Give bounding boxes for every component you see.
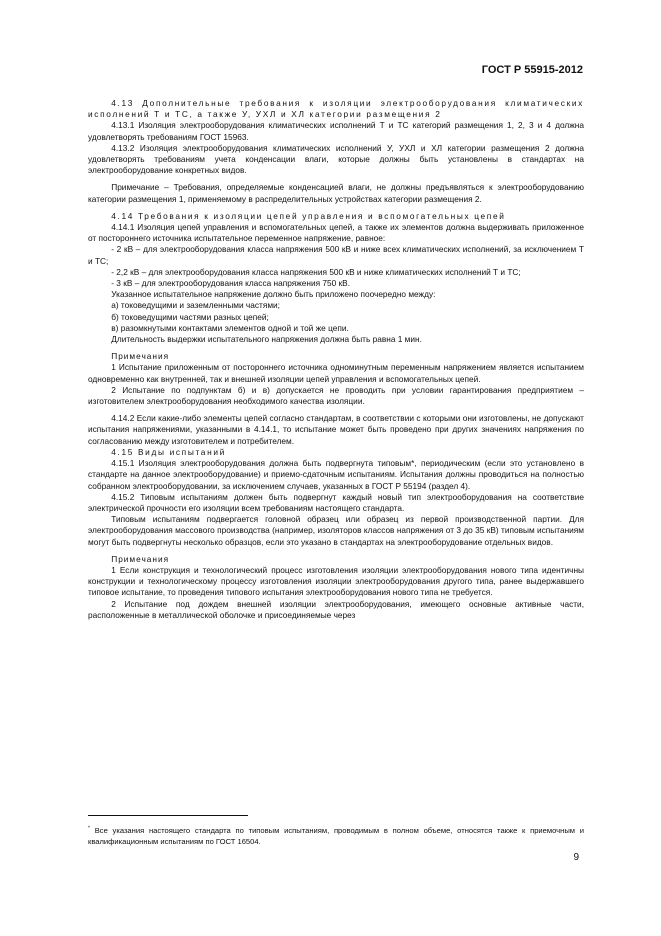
paragraph: в) разомкнутыми контактами элементов одной и той же цепи.	[111, 322, 349, 333]
paragraph: 4.13.1 Изоляция электрооборудования климатических исполнений Т и ТС категорий размещения 1, 2, 3 и 4 должна удовлетворять требованиям ГОСТ 15963.	[88, 120, 584, 142]
paragraph: а) токоведущими и заземленными частями;	[111, 300, 280, 311]
paragraph: - 2,2 кВ – для электрооборудования класса напряжения 500 кВ и ниже климатических исполнений Т и ТС;	[111, 266, 521, 277]
footnote-marker: *	[88, 825, 90, 832]
paragraph: б) токоведущими частями разных цепей;	[111, 311, 269, 322]
footnote-text: Все указания настоящего стандарта по типовым испытаниям, проводимым в полном объеме, относятся также к приемочным и квалификационным испытаниям по ГОСТ 16504.	[88, 826, 584, 846]
paragraph: 4.14 Требования к изоляции цепей управления и вспомогательных цепей	[111, 210, 506, 221]
document-id-header: ГОСТ Р 55915-2012	[481, 64, 583, 76]
paragraph: 4.15.1 Изоляция электрооборудования должна быть подвергнута типовым*, периодическим (если это установлено в стандарте на данное электрооборудование) и приемо-сдаточным испытаниям. Испытания должны проводиться на полностью собранном электрооборудовании, за исключением случаев, указанных в ГОСТ Р 55194 (раздел 4).	[88, 458, 584, 491]
paragraph: 4.13 Дополнительные требования к изоляции электрооборудования климатических исполнений Т и ТС, а также У, УХЛ и ХЛ категории размещения 2	[88, 98, 584, 120]
document-body	[88, 98, 584, 621]
paragraph: Типовым испытаниям подвергается головной образец или образец из первой производственной партии. Для электрооборудования массового производства (например, изоляторов классов напряжения от 3 до 35 кВ) типовым испытаниям могут быть подвергнуты несколько образцов, если это указано в стандартах на электрооборудование отдельных видов.	[88, 514, 584, 547]
paragraph: 2 Испытание по подпунктам б) и в) допускается не проводить при условии гарантирования предприятием – изготовителем электрооборудования необходимого качества изоляции.	[88, 384, 584, 407]
footnote-divider	[88, 815, 248, 816]
paragraph: 4.14.2 Если какие-либо элементы цепей согласно стандартам, в соответствии с которыми они изготовлены, не допускают испытания напряжениями, указанными в 4.14.1, то испытание может быть проведено при других значениях напряжения по согласованию между изготовителем и потребителем.	[88, 413, 584, 446]
paragraph: 4.13.2 Изоляция электрооборудования климатических исполнений У, УХЛ и ХЛ категории размещения 2 должна удовлетворять требованиям учета конденсации влаги, которые должны быть установлены в стандартах на электрооборудование конкретных видов.	[88, 142, 584, 176]
paragraph: 1 Если конструкция и технологический процесс изготовления изоляции электрооборудования нового типа идентичны конструкции и технологическому процессу изготовления изоляции электрооборудования другого типа, ранее выдержавшего типовое испытание, то проведения типового испытания электрооборудования нового типа не требуется.	[88, 564, 584, 598]
page-number: 9	[573, 852, 579, 863]
paragraph: 2 Испытание под дождем внешней изоляции электрооборудования, имеющего основные активные части, расположенные в металлической оболочке и присоединяемые через	[88, 598, 584, 620]
paragraph: Примечания	[111, 553, 170, 564]
paragraph: Примечания	[111, 351, 170, 362]
footnote	[88, 826, 584, 847]
paragraph: 4.15 Виды испытаний	[111, 446, 226, 457]
paragraph: - 2 кВ – для электрооборудования класса напряжения 500 кВ и ниже всех климатических исполнений, за исключением Т и ТС;	[88, 244, 584, 266]
paragraph: Длительность выдержки испытательного напряжения должна быть равна 1 мин.	[111, 334, 422, 345]
paragraph: 4.14.1 Изоляция цепей управления и вспомогательных цепей, а также их элементов должна выдерживать приложенное от постороннего источника испытательное переменное напряжение, равное:	[88, 222, 584, 244]
paragraph: 4.15.2 Типовым испытаниям должен быть подвергнут каждый новый тип электрооборудования на соответствие электрической прочности его изоляции всем требованиям настоящего стандарта.	[88, 491, 584, 513]
paragraph: 1 Испытание приложенным от постороннего источника одноминутным переменным напряжением является испытанием одновременно как внутренней, так и внешней изоляции цепей управления и вспомогательных цепей.	[88, 362, 584, 384]
paragraph: - 3 кВ – для электрооборудования класса напряжения 750 кВ.	[111, 278, 351, 289]
paragraph: Примечание – Требования, определяемые конденсацией влаги, не должны предъявляться к электрооборудованию категории размещения 1, применяемому в распределительных устройствах категории размещения 2.	[88, 182, 584, 204]
paragraph: Указанное испытательное напряжение должно быть приложено поочередно между:	[111, 289, 436, 300]
